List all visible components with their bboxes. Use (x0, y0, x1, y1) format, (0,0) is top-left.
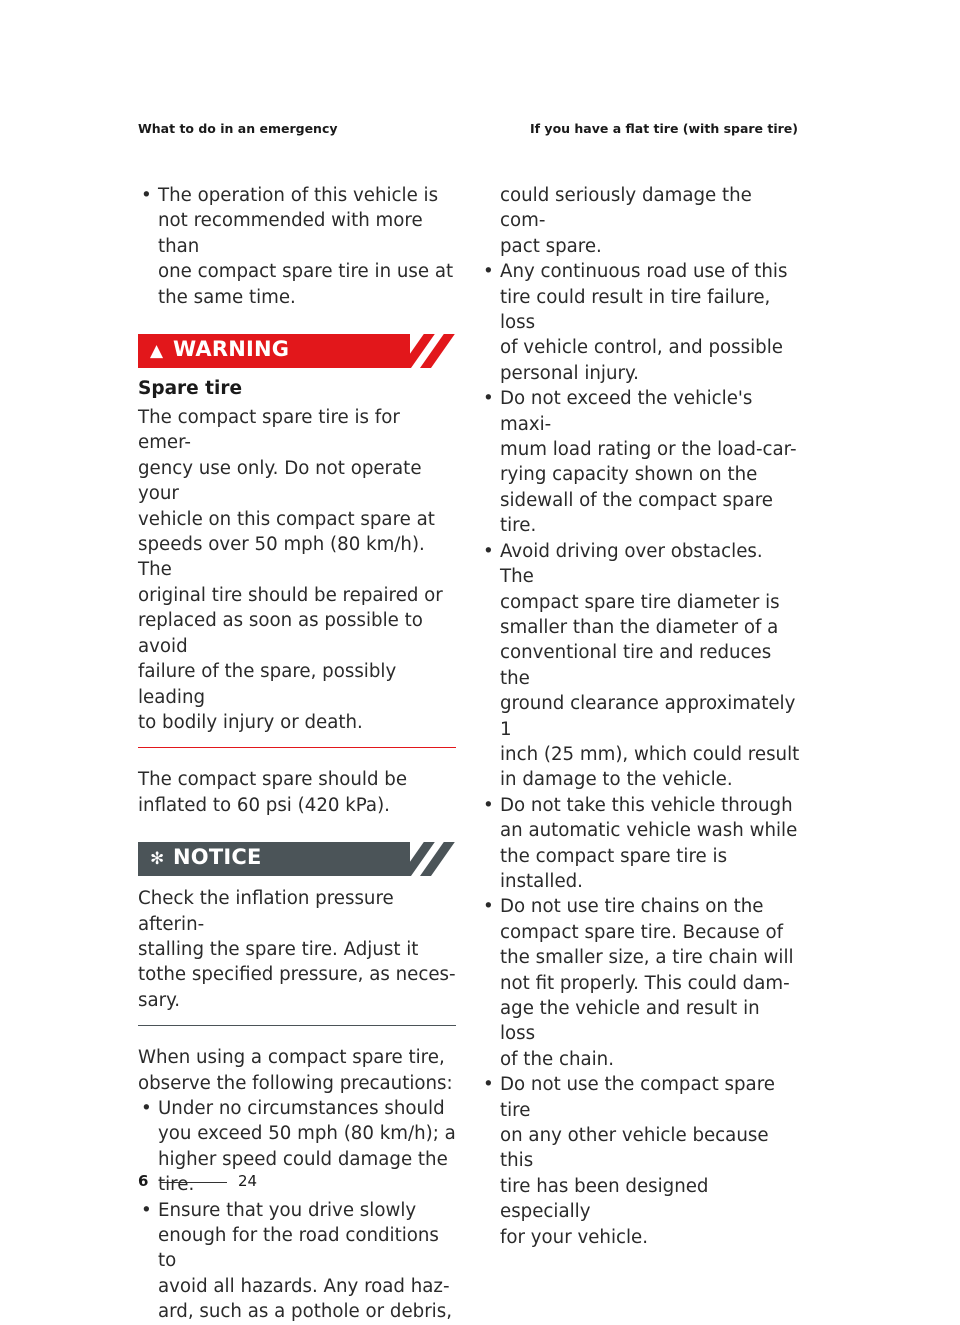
line: on any other vehicle because this (500, 1125, 769, 1172)
line: compact spare tire diameter is (500, 591, 780, 613)
line: speeds over 50 mph (80 km/h). The (138, 534, 425, 581)
line: could seriously damage the com- (500, 185, 752, 232)
line: of vehicle control, and possible (500, 337, 783, 359)
line: replaced as soon as possible to avoid (138, 610, 423, 657)
line: of the chain. (500, 1048, 614, 1070)
banner-slash-decoration (410, 842, 456, 876)
line: Do not use the compact spare tire (500, 1074, 775, 1121)
bullet-dot-icon: • (483, 388, 494, 410)
line: rying capacity shown on the (500, 464, 758, 486)
line: gency use only. Do not operate your (138, 457, 422, 505)
warning-text (138, 405, 456, 735)
line: one compact spare tire in use at (158, 261, 454, 283)
line: Do not take this vehicle through (500, 794, 793, 816)
line: The compact spare tire is for emer- (138, 407, 400, 454)
bullet-dot-icon: • (483, 540, 494, 562)
asterisk-icon: ✻ (150, 849, 165, 870)
list-item (480, 259, 800, 386)
list-item (480, 793, 800, 895)
continued-bullet-text (480, 183, 800, 259)
line: observe the following precautions: (138, 1072, 453, 1094)
line: tothe specified pressure, as neces- (138, 964, 456, 986)
list-item (138, 1198, 456, 1325)
line: mum load rating or the load-car- (500, 439, 797, 461)
line: higher speed could damage the (158, 1148, 448, 1170)
line: you exceed 50 mph (80 km/h); a (158, 1123, 456, 1145)
line: The compact spare should be (138, 769, 408, 791)
line: failure of the spare, possibly leading (138, 661, 397, 708)
line: pact spare. (500, 235, 602, 257)
line: tire. (158, 1174, 195, 1196)
line: Avoid driving over obstacles. The (500, 540, 763, 588)
inflation-paragraph (138, 767, 456, 818)
line: conventional tire and reduces the (500, 642, 772, 689)
line: not fit properly. This could dam- (500, 972, 790, 994)
line: When using a compact spare tire, (138, 1047, 445, 1069)
line: inch (25 mm), which could result (500, 743, 800, 765)
line: stalling the spare tire. Adjust it (138, 938, 419, 960)
bullet-dot-icon: • (483, 261, 494, 283)
precautions-list (138, 1096, 456, 1325)
line: in damage to the vehicle. (500, 769, 733, 791)
warning-banner (138, 334, 456, 368)
line: for your vehicle. (500, 1226, 649, 1248)
line: enough for the road conditions to (158, 1225, 439, 1272)
precautions-intro (138, 1045, 456, 1096)
line: Do not exceed the vehicle's maxi- (500, 388, 753, 435)
bullet-dot-icon: • (141, 185, 152, 206)
precautions-list-continued (480, 259, 800, 1250)
line: the compact spare tire is installed. (500, 845, 728, 892)
intro-bullet-list (138, 183, 456, 310)
line: an automatic vehicle wash while (500, 820, 798, 842)
line: tire could result in tire failure, loss (500, 286, 771, 334)
notice-text (138, 886, 456, 1013)
line: original tire should be repaired or (138, 584, 443, 606)
line: smaller than the diameter of a (500, 616, 779, 638)
bullet-dot-icon: • (483, 896, 494, 918)
footer-divider (161, 1182, 227, 1183)
line: inflated to 60 psi (420 kPa). (138, 794, 390, 816)
line: the same time. (158, 286, 296, 308)
line: the smaller size, a tire chain will (500, 947, 794, 969)
line: Do not use tire chains on the (500, 896, 764, 918)
warning-triangle-icon: ▲ (150, 341, 164, 362)
notice-title: NOTICE (173, 845, 262, 870)
notice-banner (138, 842, 456, 876)
line: ard, such as a pothole or debris, (158, 1301, 452, 1323)
line: compact spare tire. Because of (500, 921, 783, 943)
line: tire has been designed especially (500, 1175, 709, 1223)
line: to bodily injury or death. (138, 711, 363, 733)
line: age the vehicle and result in loss (500, 998, 760, 1045)
running-header-chapter: What to do in an emergency (138, 121, 338, 136)
bullet-dot-icon: • (141, 1097, 152, 1119)
warning-title: WARNING (173, 337, 290, 362)
footer-chapter-number: 6 (138, 1172, 149, 1190)
line: Under no circumstances should (158, 1097, 445, 1119)
line: ground clearance approximately 1 (500, 693, 796, 740)
list-item (480, 539, 800, 793)
list-item (138, 183, 456, 310)
line: vehicle on this compact spare at (138, 508, 435, 530)
line: Ensure that you drive slowly (158, 1199, 417, 1221)
warning-subtitle: Spare tire (138, 378, 243, 400)
line: tire. (500, 515, 537, 537)
line: Any continuous road use of this (500, 261, 788, 283)
bullet-dot-icon: • (141, 1199, 152, 1221)
line: personal injury. (500, 362, 639, 384)
line: Check the inflation pressure afterin- (138, 888, 394, 935)
line: sary. (138, 989, 181, 1011)
line: avoid all hazards. Any road haz- (158, 1275, 450, 1297)
line: sidewall of the compact spare (500, 489, 773, 511)
right-column (480, 183, 800, 1250)
list-item (480, 894, 800, 1072)
list-item (480, 1072, 800, 1250)
running-header-section: If you have a flat tire (with spare tire) (529, 121, 798, 136)
footer-page-number: 24 (238, 1172, 258, 1190)
banner-slash-decoration (410, 334, 456, 368)
bullet-dot-icon: • (483, 1074, 494, 1096)
list-item (480, 386, 800, 538)
left-column (138, 183, 456, 1325)
line: not recommended with more than (158, 210, 423, 257)
line: The operation of this vehicle is (158, 185, 439, 206)
bullet-dot-icon: • (483, 794, 494, 816)
